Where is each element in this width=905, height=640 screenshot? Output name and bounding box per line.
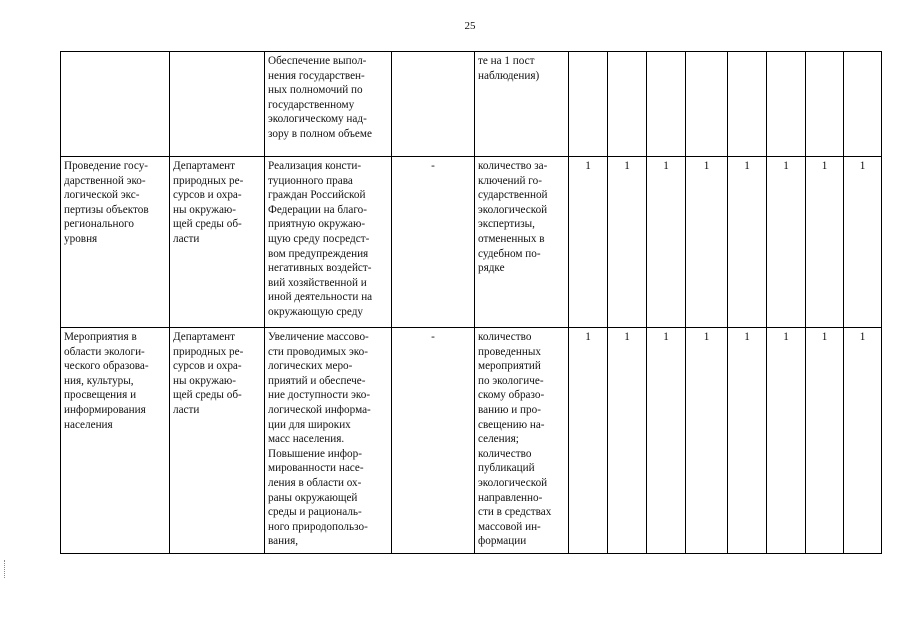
value-cell	[806, 52, 844, 157]
value-cell	[608, 52, 647, 157]
budget-cell	[392, 52, 475, 157]
table-row	[61, 328, 882, 554]
value-cell	[647, 52, 686, 157]
value-cell: 1	[806, 328, 844, 554]
indicator-cell: те на 1 пост наблюдения)	[475, 52, 569, 157]
event-cell: Мероприятия в области экологи- ческого образова- ния, культуры, просвещения и информирования населения	[61, 328, 170, 554]
value-cell: 1	[569, 157, 608, 328]
value-cell: 1	[686, 328, 728, 554]
event-cell: Проведение госу- дарственной эко- логической экс- пертизы объектов регионального уровня	[61, 157, 170, 328]
budget-cell: -	[392, 328, 475, 554]
value-cell	[767, 52, 806, 157]
value-cell: 1	[686, 157, 728, 328]
value-cell: 1	[767, 328, 806, 554]
value-cell: 1	[608, 328, 647, 554]
executor-cell: Департамент природных ре- сурсов и охра- ны окружаю- щей среды об- ласти	[170, 328, 265, 554]
value-cell: 1	[728, 157, 767, 328]
goal-cell: Увеличение массово- сти проводимых эко- логических меро- приятий и обеспече- ние доступности эко- логической информа- ции для широких масс населения. Повышение инфор- мированности насе- ления в области ох- раны окружающей среды и рациональ- ного природопользо- вания,	[265, 328, 392, 554]
goal-cell: Реализация консти- туционного права граждан Российской Федерации на благо- приятную окружаю- щую среду посредст- вом предупреждения негативных воздейст- вий хозяйственной и иной деятельности на окружающую среду	[265, 157, 392, 328]
value-cell: 1	[569, 328, 608, 554]
program-table	[60, 51, 882, 554]
value-cell	[569, 52, 608, 157]
value-cell	[844, 52, 882, 157]
page-number: 25	[464, 20, 476, 32]
indicator-cell: количество проведенных мероприятий по экологиче- скому образо- ванию и про- свещению на- селения; количество публикаций экологической направленно- сти в средствах массовой ин- формации	[475, 328, 569, 554]
value-cell: 1	[728, 328, 767, 554]
table-row	[61, 52, 882, 157]
budget-cell: -	[392, 157, 475, 328]
scan-margin-mark	[4, 560, 8, 578]
value-cell: 1	[844, 157, 882, 328]
value-cell: 1	[806, 157, 844, 328]
value-cell: 1	[647, 157, 686, 328]
table-row	[61, 157, 882, 328]
event-cell	[61, 52, 170, 157]
value-cell: 1	[608, 157, 647, 328]
executor-cell	[170, 52, 265, 157]
value-cell: 1	[647, 328, 686, 554]
value-cell: 1	[844, 328, 882, 554]
executor-cell: Департамент природных ре- сурсов и охра- ны окружаю- щей среды об- ласти	[170, 157, 265, 328]
value-cell	[686, 52, 728, 157]
value-cell	[728, 52, 767, 157]
value-cell: 1	[767, 157, 806, 328]
goal-cell: Обеспечение выпол- нения государствен- ных полномочий по государственному экологическому над- зору в полном объеме	[265, 52, 392, 157]
indicator-cell: количество за- ключений го- сударственной экологической экспертизы, отмененных в судебном по- рядке	[475, 157, 569, 328]
